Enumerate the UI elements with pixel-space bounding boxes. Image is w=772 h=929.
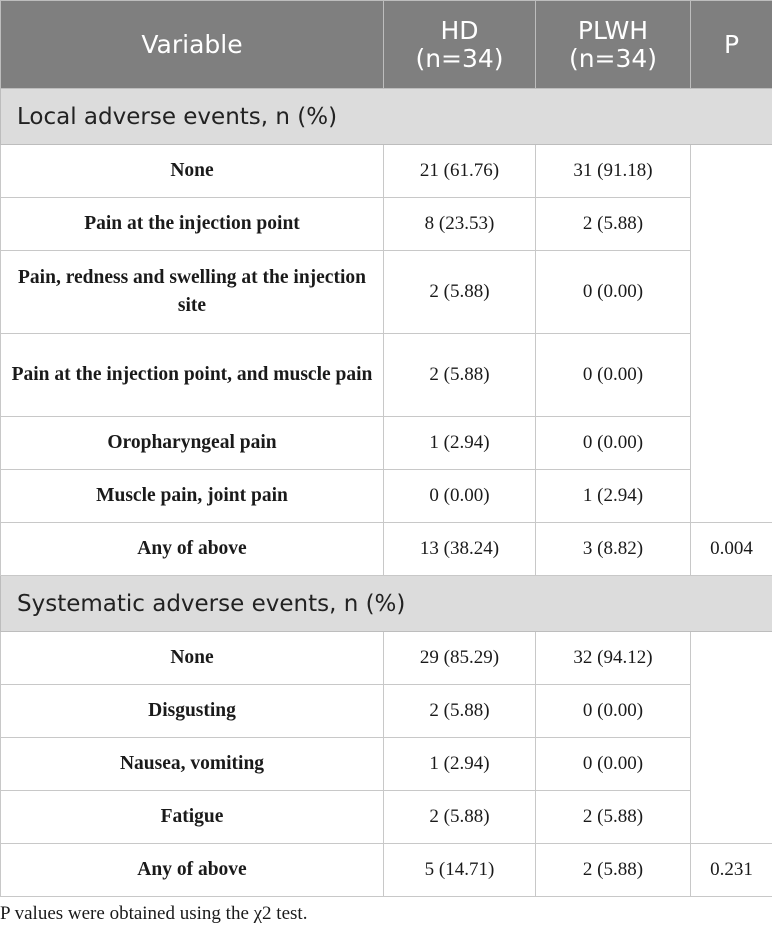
p-value-cell-empty <box>691 145 772 523</box>
row-hd-value: 1 (2.94) <box>384 417 536 470</box>
row-plwh-value: 3 (8.82) <box>536 523 691 576</box>
row-hd-value: 1 (2.94) <box>384 738 536 791</box>
header-hd <box>384 1 536 89</box>
row-p-value: 0.231 <box>691 844 772 897</box>
table-row <box>1 470 772 523</box>
row-label: Disgusting <box>1 685 384 738</box>
table-row <box>1 198 772 251</box>
section-title-local: Local adverse events, n (%) <box>1 89 772 145</box>
row-label: Pain at the injection point, and muscle pain <box>1 334 384 417</box>
row-hd-value: 8 (23.53) <box>384 198 536 251</box>
table-row <box>1 632 772 685</box>
row-label: Any of above <box>1 523 384 576</box>
section-row-systematic <box>1 576 772 632</box>
row-plwh-value: 1 (2.94) <box>536 470 691 523</box>
table-row <box>1 738 772 791</box>
table-row <box>1 417 772 470</box>
row-plwh-value: 2 (5.88) <box>536 844 691 897</box>
row-hd-value: 2 (5.88) <box>384 791 536 844</box>
header-plwh-n: (n=34) <box>568 43 658 73</box>
row-label: Pain at the injection point <box>1 198 384 251</box>
row-hd-value: 2 (5.88) <box>384 251 536 334</box>
row-plwh-value: 0 (0.00) <box>536 251 691 334</box>
table-row-total-local <box>1 523 772 576</box>
row-hd-value: 2 (5.88) <box>384 685 536 738</box>
row-plwh-value: 32 (94.12) <box>536 632 691 685</box>
row-plwh-value: 2 (5.88) <box>536 198 691 251</box>
table-row-total-systematic <box>1 844 772 897</box>
table-row <box>1 685 772 738</box>
table-row <box>1 145 772 198</box>
row-hd-value: 5 (14.71) <box>384 844 536 897</box>
table-row <box>1 251 772 334</box>
table-footnote: P values were obtained using the χ2 test. <box>0 903 308 924</box>
header-variable: Variable <box>1 1 384 89</box>
row-hd-value: 2 (5.88) <box>384 334 536 417</box>
table-row <box>1 791 772 844</box>
row-plwh-value: 0 (0.00) <box>536 417 691 470</box>
header-p: P <box>691 1 772 89</box>
row-label: Muscle pain, joint pain <box>1 470 384 523</box>
header-hd-n: (n=34) <box>415 43 504 73</box>
row-hd-value: 29 (85.29) <box>384 632 536 685</box>
row-plwh-value: 2 (5.88) <box>536 791 691 844</box>
row-hd-value: 21 (61.76) <box>384 145 536 198</box>
row-label: None <box>1 632 384 685</box>
header-row <box>1 1 772 89</box>
row-p-value: 0.004 <box>691 523 772 576</box>
row-hd-value: 13 (38.24) <box>384 523 536 576</box>
row-label: Pain, redness and swelling at the injection site <box>1 251 384 334</box>
row-label: None <box>1 145 384 198</box>
row-plwh-value: 0 (0.00) <box>536 738 691 791</box>
header-plwh-label: PLWH <box>577 15 649 45</box>
row-hd-value: 0 (0.00) <box>384 470 536 523</box>
row-plwh-value: 31 (91.18) <box>536 145 691 198</box>
section-title-systematic: Systematic adverse events, n (%) <box>1 576 772 632</box>
row-label: Fatigue <box>1 791 384 844</box>
row-label: Oropharyngeal pain <box>1 417 384 470</box>
header-plwh <box>536 1 691 89</box>
row-label: Nausea, vomiting <box>1 738 384 791</box>
row-label: Any of above <box>1 844 384 897</box>
p-value-cell-empty <box>691 632 772 844</box>
row-plwh-value: 0 (0.00) <box>536 334 691 417</box>
header-hd-label: HD <box>440 15 479 45</box>
row-plwh-value: 0 (0.00) <box>536 685 691 738</box>
section-row-local <box>1 89 772 145</box>
table-row <box>1 334 772 417</box>
